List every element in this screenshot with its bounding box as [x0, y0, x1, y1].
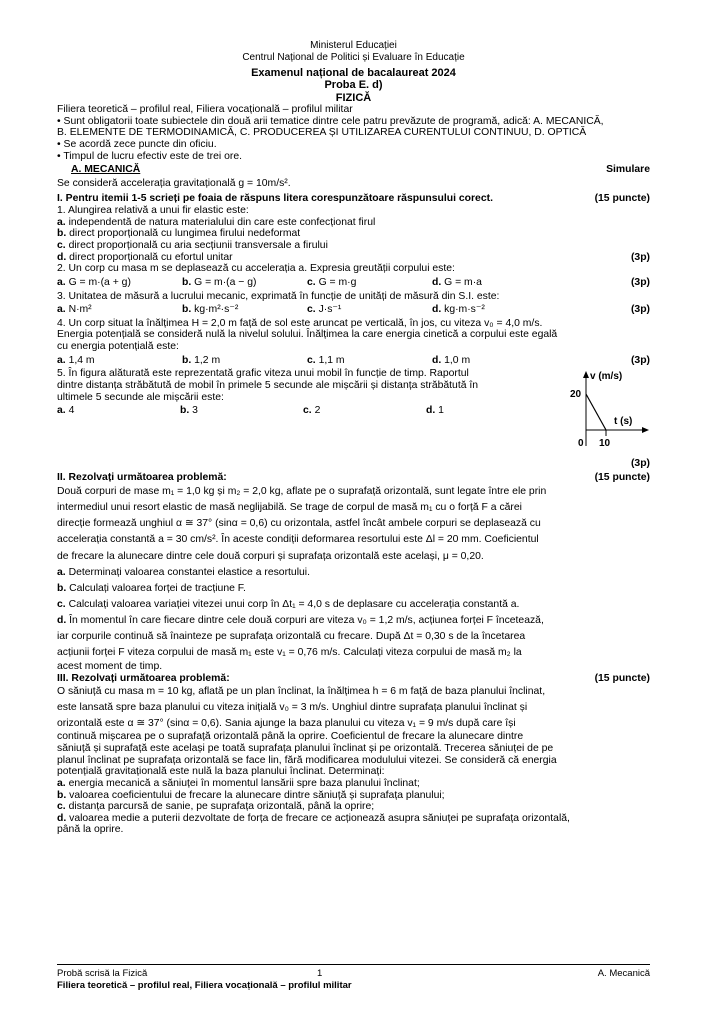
- question-stem: dintre distanța străbătută de mobil în primele 5 secunde ale mișcării și distanța străbătută în: [57, 380, 479, 392]
- problem-2-title: II. Rezolvați următoarea problemă:: [57, 472, 227, 484]
- problem-2-points: (15 puncte): [594, 472, 650, 484]
- option-d: 1,0 m: [444, 354, 471, 366]
- problem-3-body: [57, 684, 650, 836]
- option-label: b.: [57, 582, 67, 594]
- option-label: b.: [180, 405, 190, 417]
- task-c: distanța parcursă de sanie, pe suprafața orizontală, până la oprire;: [68, 801, 375, 813]
- exam-proba: Proba E. d): [324, 79, 383, 92]
- question-stem: 2. Un corp cu masa m se deplasează cu accelerația a. Expresia greutății corpului este:: [57, 263, 455, 275]
- option-b: kg·m²·s⁻²: [194, 304, 239, 316]
- task-d-cont: până la oprire.: [57, 824, 124, 836]
- option-b: G = m·(a − g): [194, 276, 257, 288]
- instruction-points: (15 puncte): [594, 193, 650, 205]
- problem-text: Două corpuri de mase m₁ = 1,0 kg și m₂ = 2,0 kg, aflate pe o suprafață orizontală, sunt legate între ele prin: [57, 486, 547, 498]
- question-4: [57, 318, 650, 367]
- rule-line: • Se acordă zece puncte din oficiu.: [57, 138, 217, 150]
- footer-page-number: 1: [317, 968, 323, 979]
- y-tick-label: 20: [570, 389, 582, 401]
- option-a: 4: [68, 405, 75, 417]
- problem-text: orizontală este α ≅ 37° (sinα = 0,6). Sania ajunge la baza planului cu viteza v₁ = 9 m/s după care își: [57, 717, 516, 729]
- question-stem: 4. Un corp situat la înălțimea H = 2,0 m față de sol este aruncat pe verticală, în jos, cu viteza v₀ = 4,0 m/s.: [57, 317, 543, 329]
- question-points: (3p): [630, 458, 650, 470]
- option-label: c.: [307, 354, 316, 366]
- header-center: Centrul Național de Politici și Evaluare în Educație: [242, 51, 465, 63]
- option-label: a.: [57, 354, 66, 366]
- option-label: a.: [57, 777, 66, 789]
- option-label: d.: [432, 304, 442, 316]
- task-a: Determinați valoarea constantei elastice a resortului.: [68, 566, 310, 578]
- y-axis-label: v (m/s): [590, 371, 623, 383]
- question-points: (3p): [630, 304, 650, 316]
- problem-2-body: [57, 484, 650, 673]
- problem-text: săniuță și suprafață este același pe toată suprafața planului înclinat și pe orizontală. Trecerea săniuței de pe: [57, 742, 554, 754]
- option-label: d.: [426, 405, 436, 417]
- task-b: valoarea coeficientului de frecare la alunecare dintre săniuță și suprafața planului;: [69, 789, 445, 801]
- option-label: a.: [57, 304, 66, 316]
- section-tag: Simulare: [606, 164, 650, 176]
- option-label: a.: [57, 566, 66, 578]
- option-label: c.: [57, 801, 66, 813]
- task-d-cont: acest moment de timp.: [57, 661, 163, 673]
- option-label: a.: [57, 216, 66, 228]
- exam-page: [57, 40, 650, 836]
- velocity-line: [586, 394, 606, 430]
- task-d: În momentul în care fiecare dintre cele două corpuri are viteza v₀ = 1,2 m/s, acțiunea forței F încetează,: [69, 615, 544, 627]
- problem-text: direcție formează unghiul α ≅ 37° (sinα = 0,6) cu orizontala, astfel încât ambele corpuri se deplasează cu: [57, 518, 541, 530]
- option-d: kg·m·s⁻²: [444, 304, 485, 316]
- header-ministry: Ministerul Educației: [310, 40, 397, 51]
- option-c: J·s⁻¹: [318, 304, 342, 316]
- footer-filiera: Filiera teoretică – profilul real, Filiera vocațională – profilul militar: [57, 979, 352, 991]
- problem-3-title: III. Rezolvați următoarea problemă:: [57, 672, 230, 684]
- option-label: c.: [57, 239, 66, 251]
- option-label: d.: [432, 276, 442, 288]
- question-points: (3p): [630, 251, 650, 263]
- velocity-time-graph: [566, 370, 650, 452]
- option-d: direct proporțională cu efortul unitar: [69, 251, 233, 263]
- rule-line: • Sunt obligatorii toate subiectele din două arii tematice dintre cele patru prevăzute de programă, adică: A. MECANICĂ,: [57, 115, 604, 127]
- origin-label: 0: [578, 438, 584, 450]
- problem-text: potențială gravitațională este nulă la baza planului înclinat. Determinați:: [57, 766, 385, 778]
- option-label: a.: [57, 276, 66, 288]
- page-footer: [57, 964, 650, 992]
- problem-text: accelerația constantă a = 30 cm/s². În aceste condiții deformarea resortului este Δl = 20 mm. Coeficientul: [57, 534, 539, 546]
- option-d: 1: [438, 405, 444, 417]
- option-a: independentă de natura materialului din care este confecționat firul: [68, 216, 376, 228]
- option-label: d.: [57, 812, 67, 824]
- option-label: c.: [307, 276, 316, 288]
- question-stem: 5. În figura alăturată este reprezentată grafic viteza unui mobil în funcție de timp. Raportul: [57, 368, 469, 380]
- exam-subject: FIZICĂ: [335, 91, 372, 104]
- task-d: valoarea medie a puterii dezvoltate de forța de frecare ce acționează asupra săniuței pe suprafața orizontală,: [69, 812, 570, 824]
- question-1: [57, 205, 650, 263]
- task-c: Calculați valoarea variației vitezei unui corp în Δt₁ = 4,0 s de deplasare cu accelerația constantă a.: [68, 598, 520, 610]
- question-5: [57, 368, 650, 470]
- problem-text: planul înclinat pe suprafața orizontală se face lin, fără modificarea modulului vitezei. Se consideră că energia: [57, 754, 557, 766]
- task-a: energia mecanică a săniuței în momentul lansării spre baza planului înclinat;: [68, 777, 420, 789]
- option-label: b.: [182, 304, 192, 316]
- option-a: 1,4 m: [68, 354, 95, 366]
- question-stem: Energia potențială se consideră nulă la nivelul solului. Înălțimea la care energia cinetică a corpului este egală: [57, 329, 558, 341]
- y-axis-arrow: [583, 371, 589, 378]
- problem-2-header: [57, 472, 650, 484]
- task-d-cont: iar corpurile continuă să înainteze pe suprafața orizontală cu frecare. După Δt = 0,30 s de la încetarea: [57, 631, 526, 643]
- option-d: G = m·a: [444, 276, 482, 288]
- option-label: c.: [303, 405, 312, 417]
- problem-text: O săniuță cu masa m = 10 kg, aflată pe un plan înclinat, la înălțimea h = 6 m față de baza planului înclinat,: [57, 686, 546, 698]
- option-label: d.: [57, 615, 67, 627]
- problem-text: este lansată spre baza planului cu viteza inițială v₀ = 3 m/s. Unghiul dintre suprafața planului înclinat și: [57, 702, 528, 714]
- question-stem: cu energia potențială este:: [57, 341, 179, 353]
- option-label: b.: [57, 789, 67, 801]
- instruction-row: [57, 193, 650, 205]
- option-a: N·m²: [68, 304, 92, 316]
- option-label: c.: [307, 304, 316, 316]
- option-label: a.: [57, 405, 66, 417]
- option-label: d.: [432, 354, 442, 366]
- footer-left: Probă scrisă la Fizică: [57, 968, 148, 979]
- question-3: [57, 291, 650, 316]
- gravity-note: Se consideră accelerația gravitațională g = 10m/s².: [57, 177, 291, 189]
- filiera-text: Filiera teoretică – profilul real, Filiera vocațională – profilul militar: [57, 103, 353, 115]
- problem-text: de frecare la alunecare dintre cele două corpuri și suprafața orizontală este același, μ = 0,20.: [57, 550, 484, 562]
- option-label: c.: [57, 598, 66, 610]
- option-a: G = m·(a + g): [68, 276, 131, 288]
- x-tick-label: 10: [599, 438, 611, 450]
- option-label: b.: [182, 354, 192, 366]
- option-b: 1,2 m: [194, 354, 221, 366]
- section-header: [57, 164, 650, 176]
- instruction-text: I. Pentru itemii 1-5 scrieți pe foaia de răspuns litera corespunzătoare răspunsului corect.: [57, 193, 493, 205]
- option-b: 3: [192, 405, 198, 417]
- option-c: 2: [314, 405, 321, 417]
- rule-line: B. ELEMENTE DE TERMODINAMICĂ, C. PRODUCEREA ȘI UTILIZAREA CURENTULUI CONTINUU, D. OPTICĂ: [57, 127, 587, 139]
- question-points: (3p): [630, 354, 650, 366]
- question-stem: 3. Unitatea de măsură a lucrului mecanic, exprimată în funcție de unități de măsură din S.I. este:: [57, 290, 500, 302]
- option-c: direct proporțională cu aria secțiunii transversale a firului: [68, 239, 328, 251]
- option-b: direct proporțională cu lungimea firului nedeformat: [69, 228, 301, 240]
- option-label: d.: [57, 251, 67, 263]
- problem-text: intermediul unui resort elastic de masă neglijabilă. Se trage de corpul de masă m₁ cu o forță F a cărei: [57, 502, 522, 514]
- section-title: A. MECANICĂ: [71, 164, 141, 176]
- question-points: (3p): [630, 276, 650, 288]
- exam-title: Examenul național de bacalaureat 2024: [251, 67, 456, 79]
- problem-text: continuă mișcarea pe o suprafață orizontală până la oprire. Coeficientul de frecare la alunecare dintre: [57, 731, 524, 743]
- x-axis-arrow: [642, 427, 649, 433]
- task-d-cont: acțiunii forței F viteza corpului de masă m₁ este v₁ = 0,76 m/s. Calculați viteza corpului de masă m₂ la: [57, 647, 522, 659]
- problem-3-points: (15 puncte): [594, 672, 650, 684]
- footer-row: [57, 968, 650, 980]
- x-axis-label: t (s): [614, 416, 633, 428]
- option-c: 1,1 m: [318, 354, 345, 366]
- question-stem: 1. Alungirea relativă a unui fir elastic este:: [57, 205, 249, 217]
- task-b: Calculați valoarea forței de tracțiune F.: [69, 582, 246, 594]
- problem-3-header: [57, 673, 650, 685]
- option-label: b.: [182, 276, 192, 288]
- question-2: [57, 263, 650, 288]
- option-c: G = m·g: [318, 276, 357, 288]
- rule-line: • Timpul de lucru efectiv este de trei ore.: [57, 150, 242, 162]
- question-stem: ultimele 5 secunde ale mișcării este:: [57, 391, 224, 403]
- footer-right: A. Mecanică: [597, 968, 650, 979]
- option-label: b.: [57, 228, 67, 240]
